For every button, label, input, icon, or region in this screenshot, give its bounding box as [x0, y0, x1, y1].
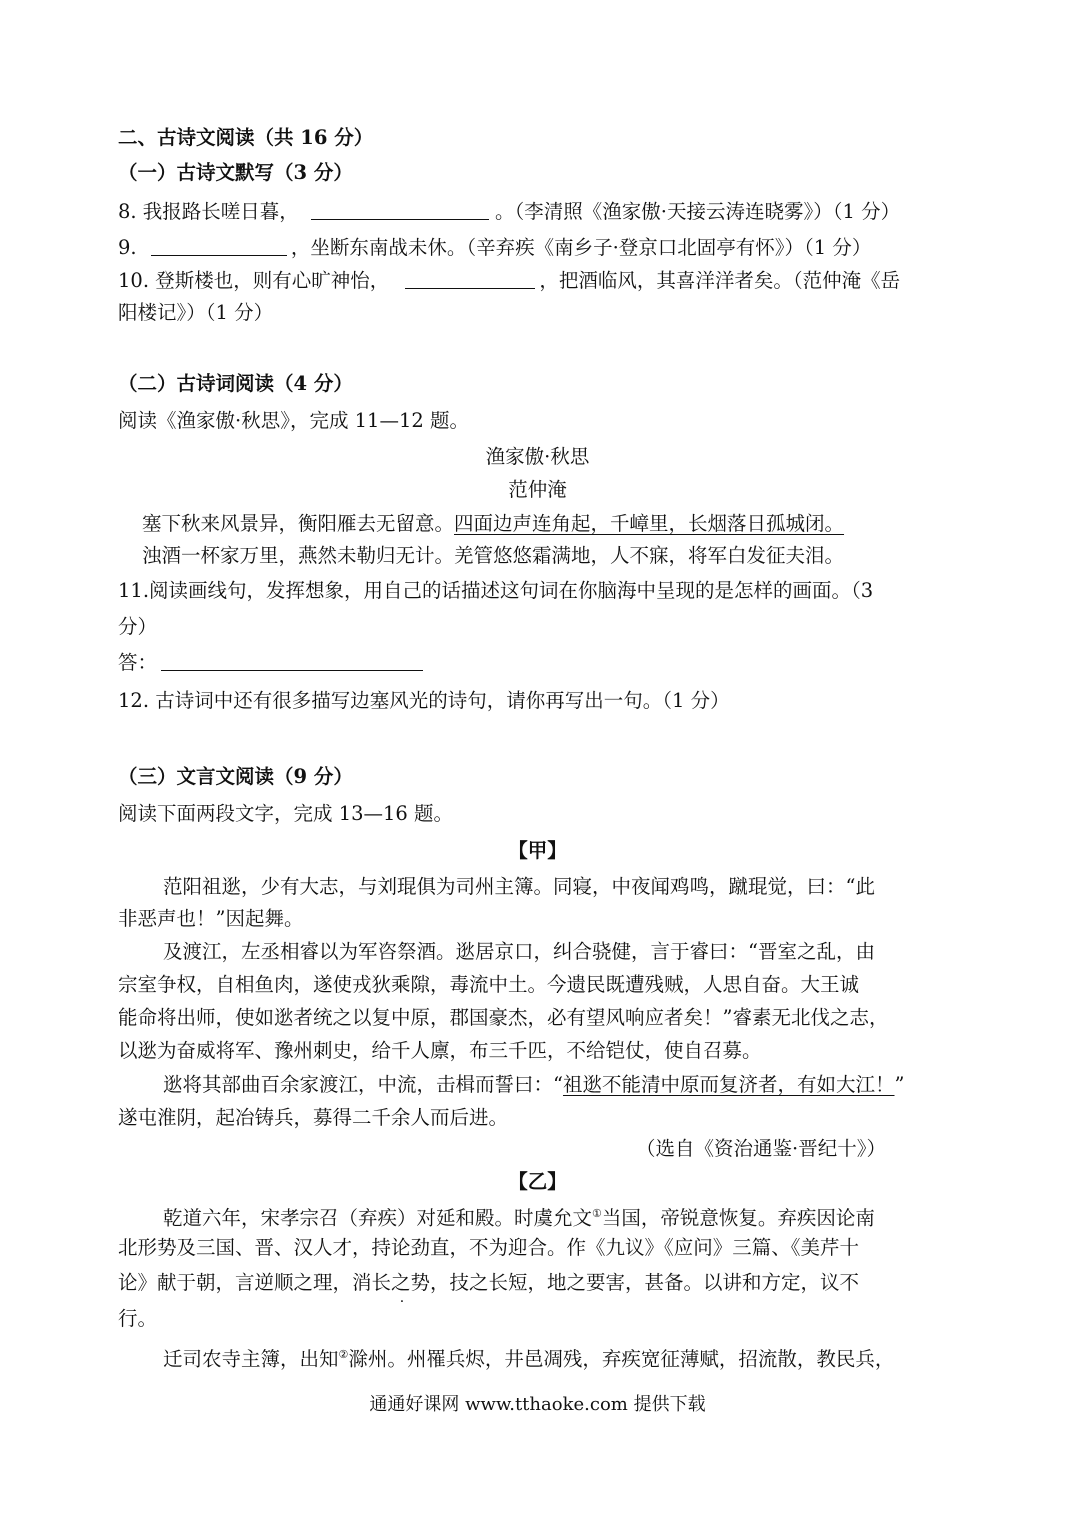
q11-answer-blank[interactable]	[161, 650, 423, 671]
q9-text: ，坐断东南战未休。（辛弃疾《南乡子·登京口北固亭有怀》）（1 分）	[290, 236, 872, 259]
jia-p3-line1	[163, 1070, 904, 1100]
q10-continuation: 阳楼记》）（1 分）	[118, 301, 274, 324]
part2-intro: 阅读《渔家傲·秋思》，完成 11—12 题。	[118, 409, 469, 432]
answer-line	[118, 648, 423, 678]
question-12: 12. 古诗词中还有很多描写边塞风光的诗句，请你再写出一句。（1 分）	[118, 689, 730, 712]
section-title: 二、古诗文阅读（共 16 分）	[118, 126, 374, 149]
poem-line-2-a: 浊酒一杯家万里，燕然未勒归无计。	[142, 544, 455, 567]
yi-p2-text-a: 迁司农寺主簿，出知	[163, 1347, 339, 1371]
jia-p3-text-c: ”	[894, 1073, 905, 1096]
part2-heading: （二）古诗词阅读（4 分）	[118, 372, 353, 395]
footnote-marker-1: ①	[592, 1207, 602, 1220]
yi-p1-l3-text-b: 势，技之长短，地之要害，甚备。以讲和方定，议不	[410, 1271, 860, 1294]
question-11: 11.阅读画线句，发挥想象，用自己的话描述这句词在你脑海中呈现的是怎样的画面。（3	[118, 579, 874, 602]
q11-continuation: 分）	[118, 615, 158, 638]
question-9	[118, 233, 871, 263]
part3-heading: （三）文言文阅读（9 分）	[118, 765, 353, 788]
poem-line-2	[142, 541, 844, 571]
q8-text-a: 8. 我报路长嗟日暮，	[118, 200, 299, 223]
part1-heading: （一）古诗文默写（3 分）	[118, 161, 353, 184]
jia-p3-line2: 遂屯淮阴，起冶铸兵，募得二千余人而后进。	[118, 1106, 509, 1129]
part3-intro: 阅读下面两段文字，完成 13—16 题。	[118, 802, 454, 825]
jia-p1-line1: 范阳祖逖，少有大志，与刘琨俱为司州主簿。同寝，中夜闻鸡鸣，蹴琨觉，曰：“此	[163, 875, 875, 898]
q10-text-a: 10. 登斯楼也，则有心旷神怡，	[118, 269, 390, 292]
jia-p1-line2: 非恶声也！”因起舞。	[118, 907, 304, 930]
poem-title: 渔家傲·秋思	[485, 445, 590, 468]
poem-line-1	[142, 509, 844, 539]
yi-p1-line2: 北形势及三国、晋、汉人才，持论劲直，不为迎合。作《九议》《应问》三篇、《美芹十	[118, 1236, 860, 1259]
footnote-marker-2: ②	[338, 1348, 349, 1361]
jia-p2-line2: 宗室争权，自相鱼肉，遂使戎狄乘隙，毒流中土。今遗民既遭残贼，人思自奋。大王诚	[118, 973, 860, 996]
yi-p2-text-b: 滁州。州罹兵烬，井邑凋残，弃疾宽征薄赋，招流散，教民兵，	[348, 1347, 895, 1371]
jia-p3-text-a: 逖将其部曲百余家渡江，中流，击楫而誓曰：“	[163, 1073, 563, 1096]
yi-p1-l3-text-a: 论》献于朝，言逆顺之理，消长	[118, 1271, 392, 1294]
q9-number: 9.	[118, 236, 137, 259]
jia-p2-line3: 能命将出师，使如逖者统之以复中原，郡国豪杰，必有望风响应者矣！”睿素无北伐之志，	[118, 1006, 889, 1029]
jia-p2-line1: 及渡江，左丞相睿以为军咨祭酒。逖居京口，纠合骁健，言于睿曰：“晋室之乱，由	[163, 940, 875, 963]
yi-p1-line1	[163, 1199, 875, 1234]
answer-label: 答：	[118, 651, 158, 674]
poem-line-1-a: 塞下秋来风景异，衡阳雁去无留意。	[142, 512, 455, 535]
q10-answer-blank[interactable]	[405, 268, 535, 289]
jia-p2-line4: 以逖为奋威将军、豫州刺史，给千人廪，布三千匹，不给铠仗，使自召募。	[118, 1039, 762, 1062]
poem-author: 范仲淹	[508, 478, 567, 501]
q10-text-b: ，把酒临风，其喜洋洋者矣。（范仲淹《岳	[539, 269, 901, 292]
page-footer: 通通好课网 www.tthaoke.com 提供下载	[369, 1394, 706, 1415]
passage-jia-label: 【甲】	[508, 839, 567, 862]
yi-p2-line1	[163, 1340, 894, 1375]
yi-p1-line3	[118, 1268, 859, 1298]
q8-text-b: 。（李清照《渔家傲·天接云涛连晓雾》）（1 分）	[495, 200, 901, 223]
yi-p1-text-b: 当国，帝锐意恢复。弃疾因论南	[601, 1206, 875, 1230]
yi-p1-line4: 行。	[118, 1307, 158, 1330]
jia-underlined-oath: 祖逖不能清中原而复济者，有如大江！	[562, 1073, 895, 1096]
q9-answer-blank[interactable]	[151, 235, 287, 256]
question-8	[118, 197, 900, 227]
poem-line-2-b: 羌管悠悠霜满地，人不寐，将军白发征夫泪。	[454, 544, 845, 567]
q8-answer-blank[interactable]	[311, 199, 489, 220]
yi-p1-text-a: 乾道六年，宋孝宗召（弃疾）对延和殿。时虞允文	[163, 1206, 593, 1230]
question-10	[118, 266, 900, 296]
passage-yi-label: 【乙】	[508, 1170, 567, 1193]
poem-underlined-line: 四面边声连角起，千嶂里，长烟落日孤城闭。	[454, 512, 845, 535]
emphasized-char: 之	[391, 1271, 411, 1294]
jia-source: （选自《资治通鉴·晋纪十》）	[636, 1137, 886, 1160]
